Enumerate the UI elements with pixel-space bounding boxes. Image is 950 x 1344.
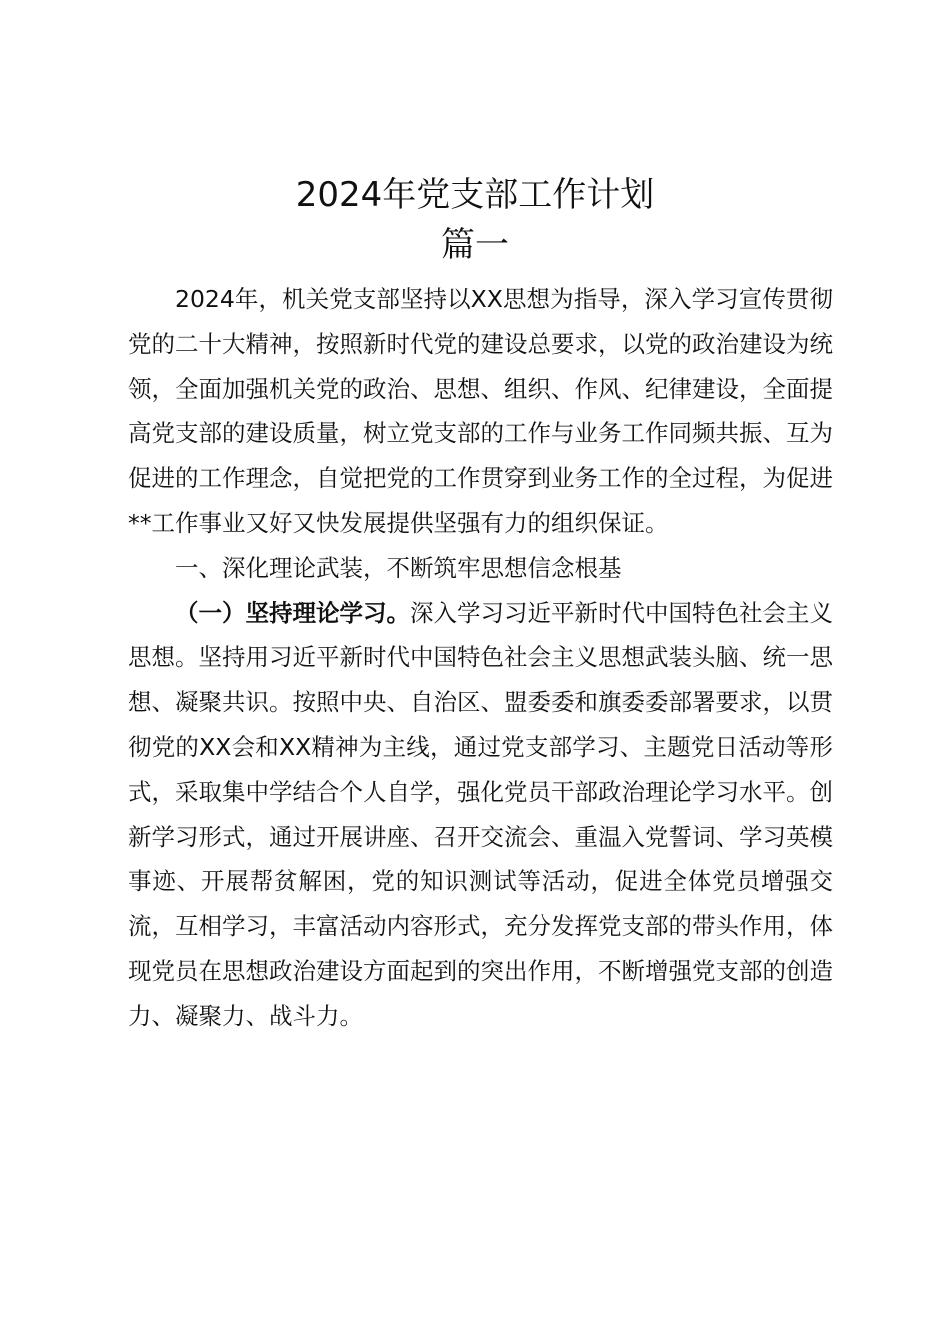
document-subtitle: 篇一	[441, 225, 509, 265]
subsection-1-text: 深入学习习近平新时代中国特色社会主义思想。坚持用习近平新时代中国特色社会主义思想武装头脑、统一思想、凝聚共识。按照中央、自治区、盟委委和旗委委部署要求，以贯彻党的XX会和XX精神为主线，通过党支部学习、主题党日活动等形式，采取集中学结合个人自学，强化党员干部政治理论学习水平。创新学习形式，通过开展讲座、召开交流会、重温入党誓词、学习英模事迹、开展帮贫解困，党的知识测试等活动，促进全体党员增强交流，互相学习，丰富活动内容形式，充分发挥党支部的带头作用，体现党员在思想政治建设方面起到的突出作用，不断增强党支部的创造力、凝聚力、战斗力。	[128, 598, 833, 1030]
intro-paragraph: 2024年，机关党支部坚持以XX思想为指导，深入学习宣传贯彻党的二十大精神，按照新时代党的建设总要求，以党的政治建设为统领，全面加强机关党的政治、思想、组织、作风、纪律建设，全面提高党支部的建设质量，树立党支部的工作与业务工作同频共振、互为促进的工作理念，自觉把党的工作贯穿到业务工作的全过程，为促进**工作事业又好又快发展提供坚强有力的组织保证。	[128, 285, 833, 537]
section-1-heading: 一、深化理论武装，不断筑牢思想信念根基	[175, 553, 622, 582]
subsection-1-paragraph	[128, 591, 833, 1039]
subsection-1-lead: （一）坚持理论学习。	[175, 598, 410, 627]
document-title: 2024年党支部工作计划	[295, 175, 655, 215]
document-body	[128, 277, 833, 1039]
